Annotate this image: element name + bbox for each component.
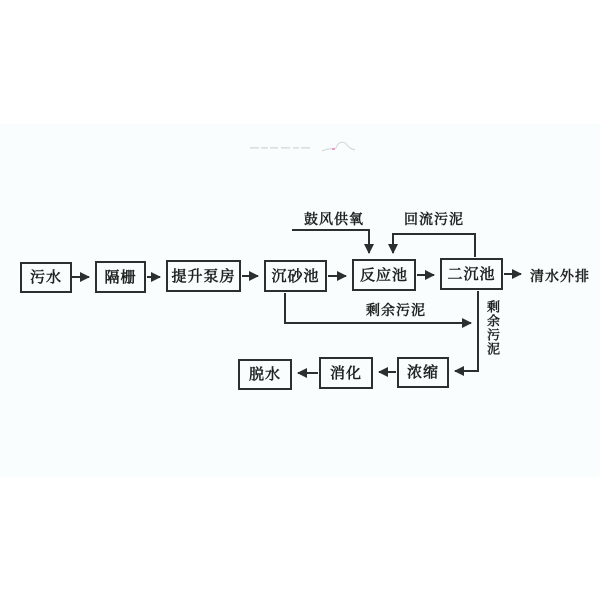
label-clear-water-discharge: 清水外排 [530,268,590,284]
label-excess-sludge: 剩余污泥 [366,302,426,318]
watermark-text-dashes [250,147,310,149]
node-reaction-tank: 反应池 [352,259,416,291]
node-secondary-clarifier: 二沉池 [440,258,503,290]
watermark-dot [332,148,335,150]
node-digestion: 消化 [319,357,373,389]
node-dewatering: 脱水 [238,359,292,390]
node-wastewater: 污水 [20,262,72,293]
diagram-background-band [0,124,600,477]
label-blast-air-supply: 鼓风供氧 [304,211,364,227]
node-grit-chamber: 沉砂池 [264,260,327,292]
watermark-squiggle [322,142,355,151]
node-bar-screen: 隔栅 [95,261,146,293]
label-return-sludge: 回流污泥 [404,211,464,227]
node-lift-pump-house: 提升泵房 [166,260,241,292]
node-thickening: 浓缩 [397,357,449,388]
label-excess-sludge-vertical: 剩余污泥 [485,300,500,356]
watermark [248,138,360,156]
